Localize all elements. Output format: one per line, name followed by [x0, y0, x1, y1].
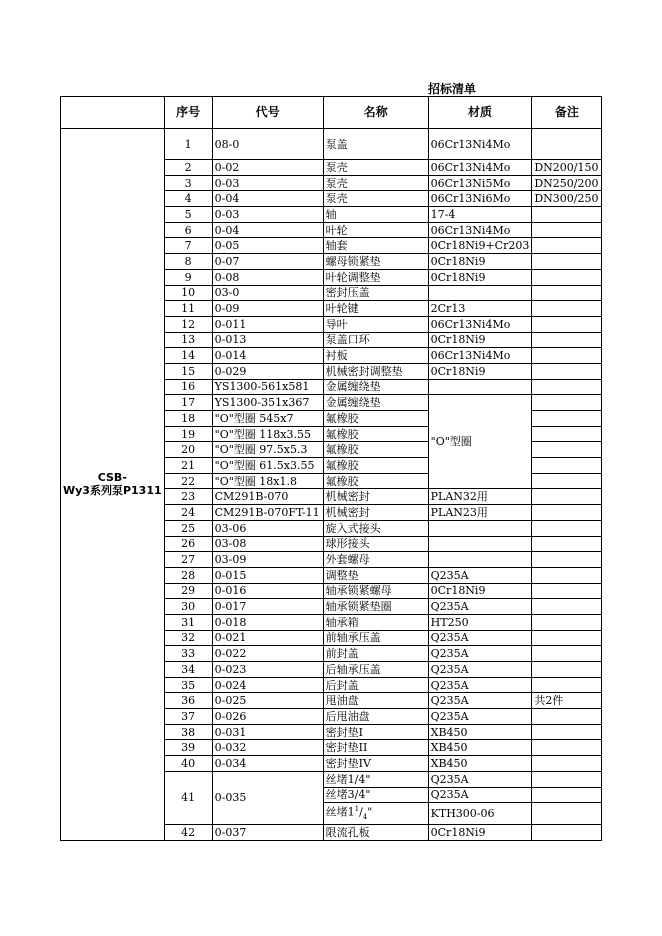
name-cell: 轴承锁紧螺母	[323, 583, 428, 599]
name-cell: 叶轮调整垫	[323, 269, 428, 285]
seq-cell: 7	[164, 238, 212, 254]
name-cell: 限流孔板	[323, 825, 428, 841]
seq-cell: 4	[164, 191, 212, 207]
seq-cell: 12	[164, 316, 212, 332]
material-cell: 0Cr18Ni9+Cr203	[428, 238, 532, 254]
name-cell: 泵壳	[323, 175, 428, 191]
seq-cell: 20	[164, 442, 212, 458]
seq-cell: 10	[164, 285, 212, 301]
fraction-numerator: 1	[354, 805, 360, 814]
name-cell: 后轴承压盖	[323, 662, 428, 678]
name-cell: 叶轮键	[323, 301, 428, 317]
note-cell: DN250/200	[532, 175, 602, 191]
note-cell: DN300/250	[532, 191, 602, 207]
header-seq: 序号	[164, 97, 212, 129]
name-cell: 氟橡胶	[323, 458, 428, 474]
code-cell: 0-013	[212, 332, 323, 348]
note-cell	[532, 207, 602, 223]
code-cell: 0-011	[212, 316, 323, 332]
seq-cell: 35	[164, 677, 212, 693]
code-cell: 0-017	[212, 599, 323, 615]
note-cell	[532, 825, 602, 841]
seq-cell: 13	[164, 332, 212, 348]
code-cell: CM291B-070	[212, 489, 323, 505]
note-cell	[532, 411, 602, 427]
seq-cell: 36	[164, 693, 212, 709]
seq-cell: 1	[164, 129, 212, 160]
material-cell: XB450	[428, 740, 532, 756]
seq-cell: 19	[164, 426, 212, 442]
seq-cell: 9	[164, 269, 212, 285]
name-cell: 轴套	[323, 238, 428, 254]
note-cell	[532, 442, 602, 458]
code-cell: "O"型圈 61.5x3.55	[212, 458, 323, 474]
material-cell: Q235A	[428, 630, 532, 646]
note-cell	[532, 803, 602, 825]
seq-cell: 8	[164, 254, 212, 270]
seq-cell: 18	[164, 411, 212, 427]
note-cell	[532, 458, 602, 474]
note-cell	[532, 505, 602, 521]
name-cell: 密封垫II	[323, 740, 428, 756]
seq-cell: 21	[164, 458, 212, 474]
name-cell: 调整垫	[323, 567, 428, 583]
seq-cell: 37	[164, 709, 212, 725]
header-material: 材质	[428, 97, 532, 129]
note-cell	[532, 630, 602, 646]
note-cell	[532, 222, 602, 238]
material-cell: 06Cr13Ni4Mo	[428, 348, 532, 364]
seq-cell: 38	[164, 724, 212, 740]
note-cell	[532, 583, 602, 599]
group-label-line1: CSB-	[97, 471, 127, 485]
note-cell	[532, 285, 602, 301]
code-cell: 0-032	[212, 740, 323, 756]
name-cell: 球形接头	[323, 536, 428, 552]
fraction-slash: /	[359, 805, 363, 819]
material-cell: 06Cr13Ni4Mo	[428, 222, 532, 238]
seq-cell: 31	[164, 614, 212, 630]
seq-cell: 29	[164, 583, 212, 599]
code-cell: 0-024	[212, 677, 323, 693]
seq-cell: 39	[164, 740, 212, 756]
seq-cell: 6	[164, 222, 212, 238]
seq-cell: 5	[164, 207, 212, 223]
material-cell: 0Cr18Ni9	[428, 332, 532, 348]
seq-cell: 42	[164, 825, 212, 841]
name-cell: 泵壳	[323, 191, 428, 207]
note-cell	[532, 379, 602, 395]
name-cell: 机械密封调整垫	[323, 363, 428, 379]
seq-cell: 26	[164, 536, 212, 552]
note-cell	[532, 520, 602, 536]
code-cell: 08-0	[212, 129, 323, 160]
name-cell: 叶轮	[323, 222, 428, 238]
code-cell: YS1300-561x581	[212, 379, 323, 395]
name-cell: 后甩油盘	[323, 709, 428, 725]
note-cell: DN200/150	[532, 160, 602, 176]
material-cell: Q235A	[428, 709, 532, 725]
material-cell: 0Cr18Ni9	[428, 583, 532, 599]
code-cell: "O"型圈 118x3.55	[212, 426, 323, 442]
code-cell: 0-018	[212, 614, 323, 630]
name-cell: 导叶	[323, 316, 428, 332]
code-cell: 0-016	[212, 583, 323, 599]
material-cell	[428, 520, 532, 536]
material-cell	[428, 536, 532, 552]
note-cell	[532, 787, 602, 803]
code-cell: 0-03	[212, 175, 323, 191]
code-cell: 03-06	[212, 520, 323, 536]
code-cell: 0-08	[212, 269, 323, 285]
note-cell	[532, 756, 602, 772]
bid-list-table	[60, 96, 602, 841]
code-cell: 0-02	[212, 160, 323, 176]
note-cell	[532, 316, 602, 332]
material-cell: 0Cr18Ni9	[428, 825, 532, 841]
code-cell: CM291B-070FT-11	[212, 505, 323, 521]
note-cell	[532, 709, 602, 725]
note-cell	[532, 473, 602, 489]
material-cell: 17-4	[428, 207, 532, 223]
header-name: 名称	[323, 97, 428, 129]
note-cell	[532, 662, 602, 678]
header-row	[61, 97, 602, 129]
page-title: 招标清单	[428, 82, 477, 96]
name-base: 丝堵1	[325, 805, 355, 819]
seq-cell: 17	[164, 395, 212, 411]
material-cell: Q235A	[428, 662, 532, 678]
material-cell: Q235A	[428, 787, 532, 803]
name-cell: 前轴承压盖	[323, 630, 428, 646]
note-cell	[532, 599, 602, 615]
header-group	[61, 97, 165, 129]
code-cell: 0-034	[212, 756, 323, 772]
code-cell: 0-04	[212, 222, 323, 238]
code-cell: 0-04	[212, 191, 323, 207]
material-cell: 06Cr13Ni5Mo	[428, 175, 532, 191]
code-cell: 0-07	[212, 254, 323, 270]
note-cell	[532, 426, 602, 442]
name-cell: 衬板	[323, 348, 428, 364]
code-cell: 0-023	[212, 662, 323, 678]
material-cell: 06Cr13Ni4Mo	[428, 316, 532, 332]
name-cell: 金属缠绕垫	[323, 395, 428, 411]
name-cell: 机械密封	[323, 489, 428, 505]
note-cell	[532, 724, 602, 740]
name-cell: 泵盖	[323, 129, 428, 160]
seq-cell: 40	[164, 756, 212, 772]
name-cell: 泵盖口环	[323, 332, 428, 348]
name-cell: 轴承锁紧垫圈	[323, 599, 428, 615]
note-cell	[532, 129, 602, 160]
material-cell: 0Cr18Ni9	[428, 363, 532, 379]
material-cell: Q235A	[428, 646, 532, 662]
seq-cell: 15	[164, 363, 212, 379]
material-cell: 06Cr13Ni6Mo	[428, 191, 532, 207]
code-cell: 0-025	[212, 693, 323, 709]
name-cell: 前封盖	[323, 646, 428, 662]
seq-cell: 16	[164, 379, 212, 395]
seq-cell: 33	[164, 646, 212, 662]
note-cell	[532, 363, 602, 379]
seq-cell: 30	[164, 599, 212, 615]
name-suffix: "	[367, 805, 373, 819]
code-cell: 0-026	[212, 709, 323, 725]
material-cell: PLAN32用	[428, 489, 532, 505]
name-cell: 密封垫I	[323, 724, 428, 740]
note-cell	[532, 646, 602, 662]
note-cell	[532, 771, 602, 787]
name-cell: 后封盖	[323, 677, 428, 693]
note-cell	[532, 740, 602, 756]
name-cell: 轴承箱	[323, 614, 428, 630]
material-cell: Q235A	[428, 771, 532, 787]
note-cell	[532, 552, 602, 568]
note-cell	[532, 254, 602, 270]
seq-cell: 11	[164, 301, 212, 317]
note-cell: 共2件	[532, 693, 602, 709]
material-cell: 0Cr18Ni9	[428, 269, 532, 285]
name-cell: 轴	[323, 207, 428, 223]
code-cell: "O"型圈 97.5x5.3	[212, 442, 323, 458]
note-cell	[532, 614, 602, 630]
code-cell: 03-08	[212, 536, 323, 552]
fraction-denominator: 4	[362, 813, 368, 822]
code-cell: 0-035	[212, 771, 323, 824]
material-cell: 06Cr13Ni4Mo	[428, 160, 532, 176]
note-cell	[532, 489, 602, 505]
name-cell: 氟橡胶	[323, 442, 428, 458]
seq-cell: 23	[164, 489, 212, 505]
material-cell: XB450	[428, 724, 532, 740]
note-cell	[532, 301, 602, 317]
code-cell: 0-015	[212, 567, 323, 583]
seq-cell: 32	[164, 630, 212, 646]
note-cell	[532, 238, 602, 254]
code-cell: 0-05	[212, 238, 323, 254]
material-cell: Q235A	[428, 567, 532, 583]
group-label-line2: Wy3系列泵P1311	[63, 484, 162, 498]
seq-cell: 34	[164, 662, 212, 678]
seq-cell: 24	[164, 505, 212, 521]
note-cell	[532, 348, 602, 364]
name-cell: 丝堵1/4"	[323, 771, 428, 787]
code-cell: 0-03	[212, 207, 323, 223]
material-cell: Q235A	[428, 599, 532, 615]
code-cell: "O"型圈 18x1.8	[212, 473, 323, 489]
note-cell	[532, 567, 602, 583]
material-cell: XB450	[428, 756, 532, 772]
material-cell	[428, 552, 532, 568]
name-cell: 机械密封	[323, 505, 428, 521]
material-cell: HT250	[428, 614, 532, 630]
code-cell: 0-029	[212, 363, 323, 379]
code-cell: YS1300-351x367	[212, 395, 323, 411]
seq-cell: 2	[164, 160, 212, 176]
note-cell	[532, 269, 602, 285]
code-cell: 03-0	[212, 285, 323, 301]
code-cell: 0-022	[212, 646, 323, 662]
name-cell: 金属缠绕垫	[323, 379, 428, 395]
name-cell: 螺母锁紧垫	[323, 254, 428, 270]
code-cell: 03-09	[212, 552, 323, 568]
name-cell: 氟橡胶	[323, 473, 428, 489]
name-cell: 旋入式接头	[323, 520, 428, 536]
material-cell	[428, 379, 532, 395]
name-cell: 密封压盖	[323, 285, 428, 301]
material-cell: 2Cr13	[428, 301, 532, 317]
code-cell: 0-09	[212, 301, 323, 317]
name-cell: 密封垫IV	[323, 756, 428, 772]
code-cell: 0-021	[212, 630, 323, 646]
name-cell	[323, 803, 428, 825]
table-row	[61, 129, 602, 160]
name-cell: 甩油盘	[323, 693, 428, 709]
material-cell: Q235A	[428, 693, 532, 709]
code-cell: "O"型圈 545x7	[212, 411, 323, 427]
seq-cell: 14	[164, 348, 212, 364]
material-cell: Q235A	[428, 677, 532, 693]
material-cell	[428, 285, 532, 301]
material-cell: KTH300-06	[428, 803, 532, 825]
header-code: 代号	[212, 97, 323, 129]
seq-cell: 3	[164, 175, 212, 191]
code-cell: 0-031	[212, 724, 323, 740]
seq-cell: 27	[164, 552, 212, 568]
material-cell: 0Cr18Ni9	[428, 254, 532, 270]
group-label-cell	[61, 129, 165, 841]
note-cell	[532, 536, 602, 552]
material-cell: 06Cr13Ni4Mo	[428, 129, 532, 160]
seq-cell: 22	[164, 473, 212, 489]
code-cell: 0-037	[212, 825, 323, 841]
name-cell: 外套螺母	[323, 552, 428, 568]
seq-cell: 28	[164, 567, 212, 583]
code-cell: 0-014	[212, 348, 323, 364]
seq-cell: 41	[164, 771, 212, 824]
note-cell	[532, 332, 602, 348]
material-cell: "O"型圈	[428, 395, 532, 489]
note-cell	[532, 677, 602, 693]
seq-cell: 25	[164, 520, 212, 536]
name-cell: 氟橡胶	[323, 411, 428, 427]
name-cell: 氟橡胶	[323, 426, 428, 442]
name-cell: 丝堵3/4"	[323, 787, 428, 803]
name-cell: 泵壳	[323, 160, 428, 176]
note-cell	[532, 395, 602, 411]
material-cell: PLAN23用	[428, 505, 532, 521]
header-note: 备注	[532, 97, 602, 129]
